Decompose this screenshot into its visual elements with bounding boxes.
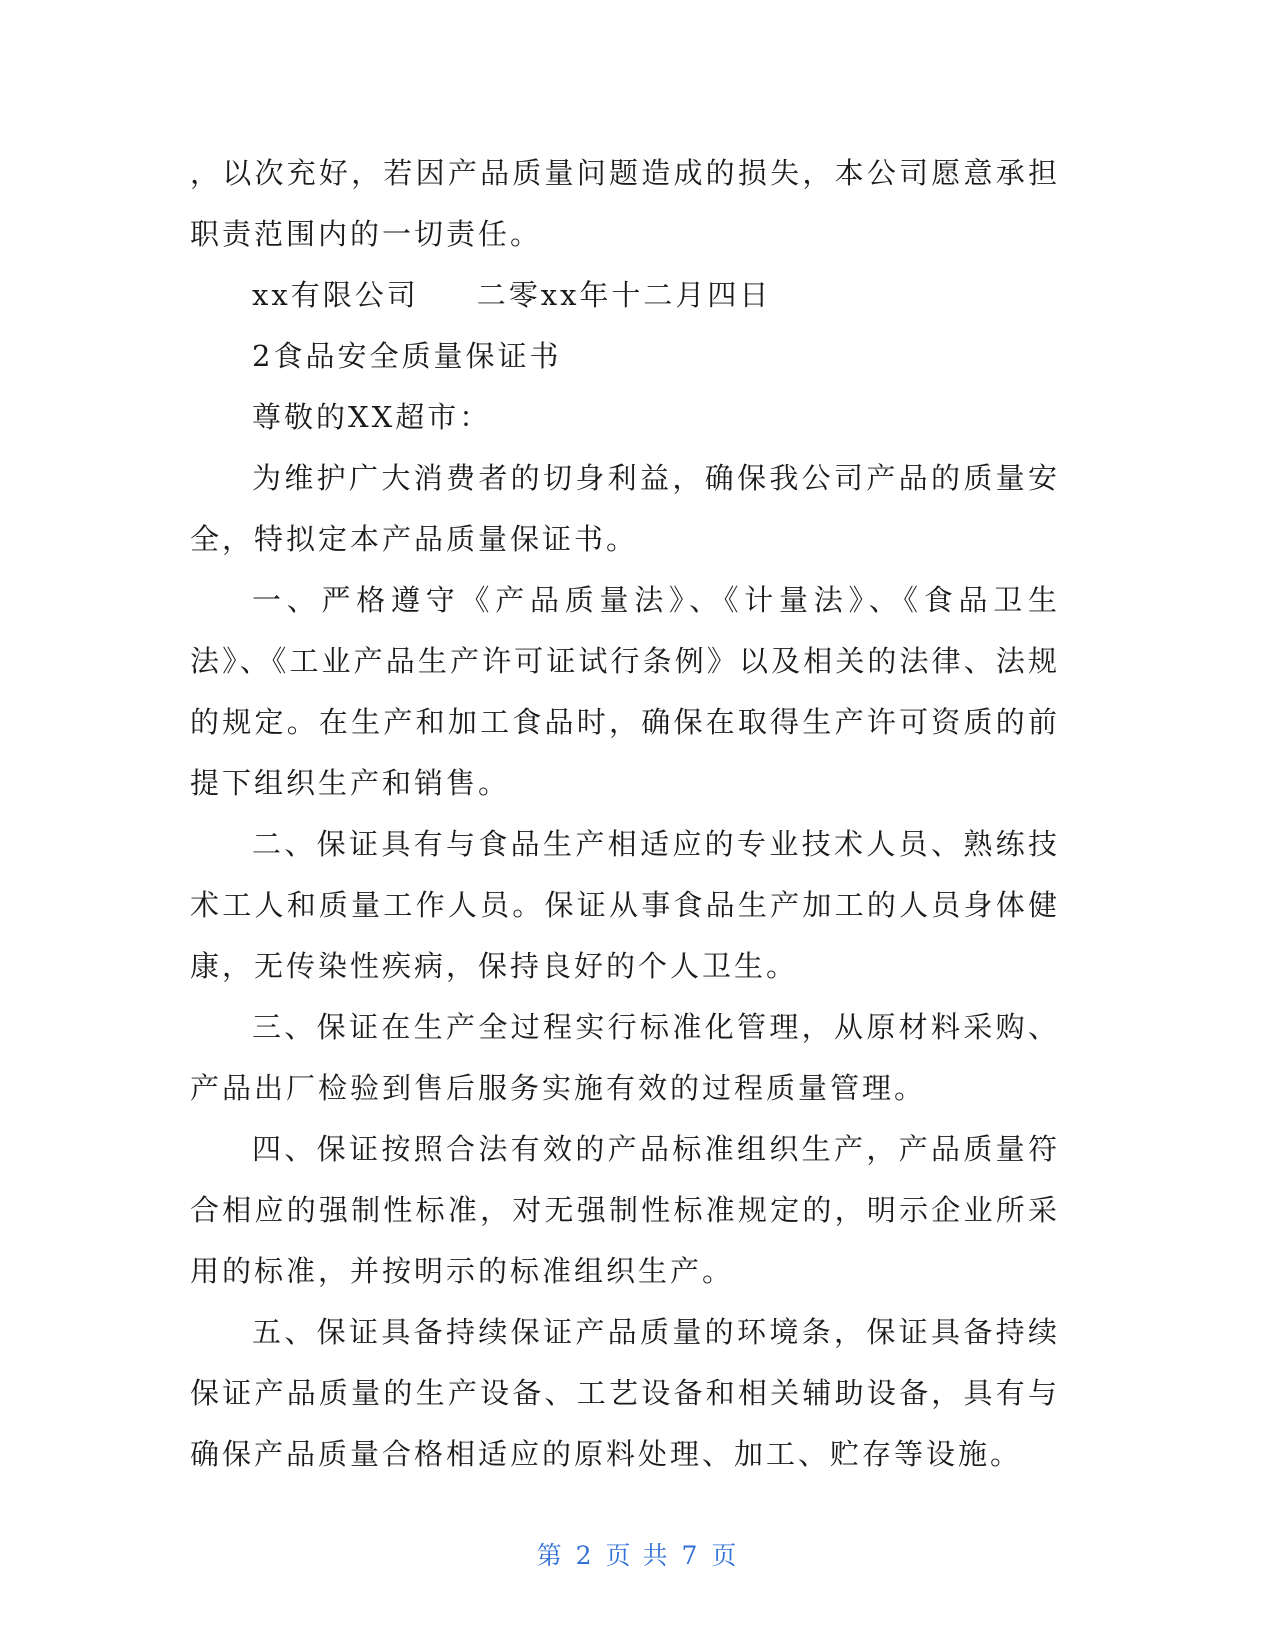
paragraph-clause-3: 三、保证在生产全过程实行标准化管理，从原材料采购、产品出厂检验到售后服务实施有效的过程质量管理。 — [190, 1010, 1060, 1105]
paragraph-clause-1: 一、严格遵守《产品质量法》、《计量法》、《食品卫生法》、《工业产品生产许可证试行条例》以及相关的法律、法规的规定。在生产和加工食品时，确保在取得生产许可资质的前提下组织生产和销售。 — [190, 583, 1060, 800]
page-label-mid: 页 共 — [605, 1541, 670, 1570]
paragraph-clause-4: 四、保证按照合法有效的产品标准组织生产，产品质量符合相应的强制性标准，对无强制性标准规定的，明示企业所采用的标准，并按明示的标准组织生产。 — [190, 1132, 1060, 1288]
current-page-number: 2 — [575, 1541, 594, 1570]
document-body — [190, 143, 1060, 1485]
paragraph-continuation: ，以次充好，若因产品质量问题造成的损失，本公司愿意承担职责范围内的一切责任。 — [190, 156, 1060, 251]
signature-line — [190, 265, 1060, 326]
paragraph-intro: 为维护广大消费者的切身利益，确保我公司产品的质量安全，特拟定本产品质量保证书。 — [190, 461, 1060, 556]
page-label-suffix: 页 — [711, 1541, 739, 1570]
signature-date: 二零xx年十二月四日 — [476, 278, 772, 312]
page-label-prefix: 第 — [536, 1541, 564, 1570]
paragraph-clause-5: 五、保证具备持续保证产品质量的环境条，保证具备持续保证产品质量的生产设备、工艺设备和相关辅助设备，具有与确保产品质量合格相适应的原料处理、加工、贮存等设施。 — [190, 1315, 1060, 1471]
paragraph-clause-2: 二、保证具有与食品生产相适应的专业技术人员、熟练技术工人和质量工作人员。保证从事食品生产加工的人员身体健康，无传染性疾病，保持良好的个人卫生。 — [190, 827, 1060, 983]
salutation: 尊敬的XX超市： — [252, 400, 492, 434]
company-name: xx有限公司 — [252, 278, 419, 312]
page-number-footer — [0, 1536, 1275, 1572]
document-title: 2食品安全质量保证书 — [252, 339, 562, 373]
total-pages-number: 7 — [681, 1541, 700, 1570]
